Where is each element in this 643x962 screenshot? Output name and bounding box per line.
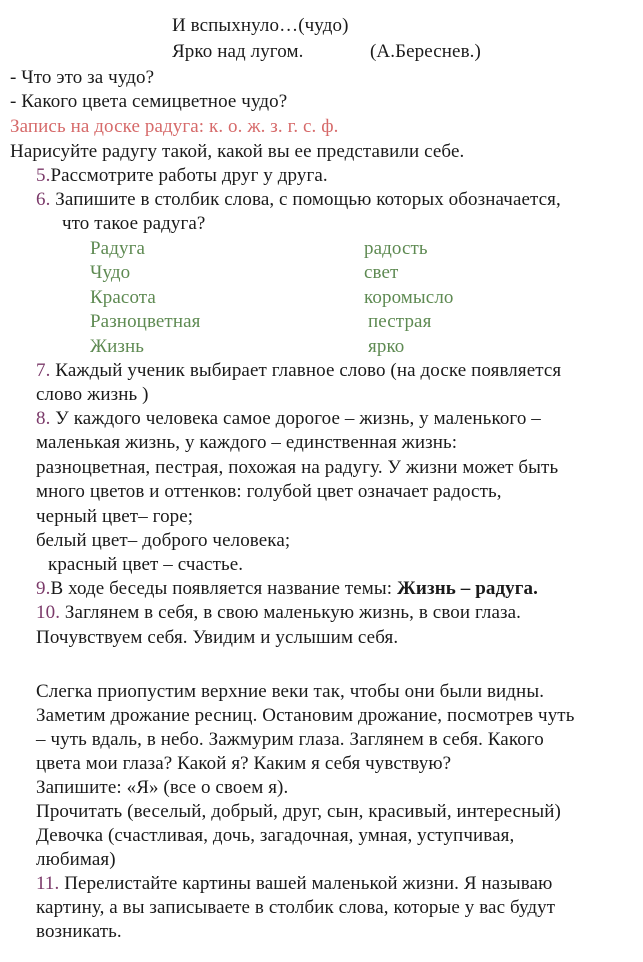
step-8-line-4: много цветов и оттенков: голубой цвет означает радость, xyxy=(36,481,502,502)
step-8-line-5: черный цвет– горе; xyxy=(36,506,194,527)
word-left-3: Красота xyxy=(90,287,156,308)
step-10-number: 10. xyxy=(36,602,61,623)
step-8-line-6: белый цвет– доброго человека; xyxy=(36,530,291,551)
step-8-number: 8. xyxy=(36,408,51,429)
poem-line-2: Ярко над лугом. xyxy=(172,41,304,62)
step-11-line-1: Перелистайте картины вашей маленькой жизни. Я называю xyxy=(59,873,553,894)
step-6-text-line-2: что такое радуга? xyxy=(62,213,206,234)
step-9-text: В ходе беседы появляется название темы: xyxy=(50,578,398,599)
word-left-1: Радуга xyxy=(90,238,145,259)
step-5-text: Рассмотрите работы друг у друга. xyxy=(50,165,328,186)
step-10 xyxy=(36,601,521,625)
board-note: Запись на доске радуга: к. о. ж. з. г. с. ф. xyxy=(10,116,339,137)
step-11-line-3: возникать. xyxy=(36,921,122,942)
step-11-number: 11. xyxy=(36,873,60,894)
step-9 xyxy=(36,577,538,601)
step-7-text-line-2: слово жизнь ) xyxy=(36,384,149,405)
word-right-5: ярко xyxy=(368,336,405,357)
step-8-line-3: разноцветная, пестрая, похожая на радугу. У жизни может быть xyxy=(36,457,559,478)
relaxation-line-4: цвета мои глаза? Какой я? Каким я себя чувствую? xyxy=(36,753,452,774)
relaxation-line-3: – чуть вдаль, в небо. Зажмурим глаза. Заглянем в себя. Какого xyxy=(36,729,544,750)
word-left-4: Разноцветная xyxy=(90,311,201,332)
word-right-3: коромысло xyxy=(364,287,454,308)
step-8-line-7: красный цвет – счастье. xyxy=(48,554,244,575)
word-left-2: Чудо xyxy=(90,262,131,283)
relaxation-line-7: Девочка (счастливая, дочь, загадочная, умная, уступчивая, xyxy=(36,825,515,846)
step-5-number: 5. xyxy=(36,165,51,186)
step-9-number: 9. xyxy=(36,578,51,599)
step-6 xyxy=(36,188,561,212)
step-10-text-line-1: Заглянем в себя, в свою маленькую жизнь, в свои глаза. xyxy=(60,602,522,623)
step-5 xyxy=(36,164,328,188)
relaxation-line-2: Заметим дрожание ресниц. Остановим дрожание, посмотрев чуть xyxy=(36,705,575,726)
step-7-number: 7. xyxy=(36,360,51,381)
step-6-number: 6. xyxy=(36,189,51,210)
question-1: - Что это за чудо? xyxy=(10,67,155,88)
step-8-line-2: маленькая жизнь, у каждого – единственная жизнь: xyxy=(36,432,458,453)
step-10-text-line-2: Почувствуем себя. Увидим и услышим себя. xyxy=(36,627,399,648)
question-2: - Какого цвета семицветное чудо? xyxy=(10,91,288,112)
step-9-theme: Жизнь – радуга. xyxy=(397,578,538,599)
word-right-1: радость xyxy=(364,238,428,259)
word-right-2: свет xyxy=(364,262,399,283)
step-6-text-line-1: Запишите в столбик слова, с помощью которых обозначается, xyxy=(50,189,561,210)
relaxation-line-5: Запишите: «Я» (все о своем я). xyxy=(36,777,289,798)
instruction-draw: Нарисуйте радугу такой, какой вы ее представили себе. xyxy=(10,141,465,162)
word-left-5: Жизнь xyxy=(90,336,145,357)
step-8-line-1: У каждого человека самое дорогое – жизнь, у маленького – xyxy=(50,408,541,429)
step-8 xyxy=(36,407,541,431)
poem-author: (А.Береснев.) xyxy=(370,41,481,62)
poem-line-1: И вспыхнуло…(чудо) xyxy=(172,15,349,36)
relaxation-line-8: любимая) xyxy=(36,849,116,870)
relaxation-line-6: Прочитать (веселый, добрый, друг, сын, красивый, интересный) xyxy=(36,801,561,822)
relaxation-line-1: Слегка приопустим верхние веки так, чтобы они были видны. xyxy=(36,681,545,702)
word-right-4: пестрая xyxy=(368,311,432,332)
step-7-text-line-1: Каждый ученик выбирает главное слово (на доске появляется xyxy=(50,360,562,381)
step-11 xyxy=(36,872,552,896)
step-11-line-2: картину, а вы записываете в столбик слова, которые у вас будут xyxy=(36,897,556,918)
step-7 xyxy=(36,359,561,383)
